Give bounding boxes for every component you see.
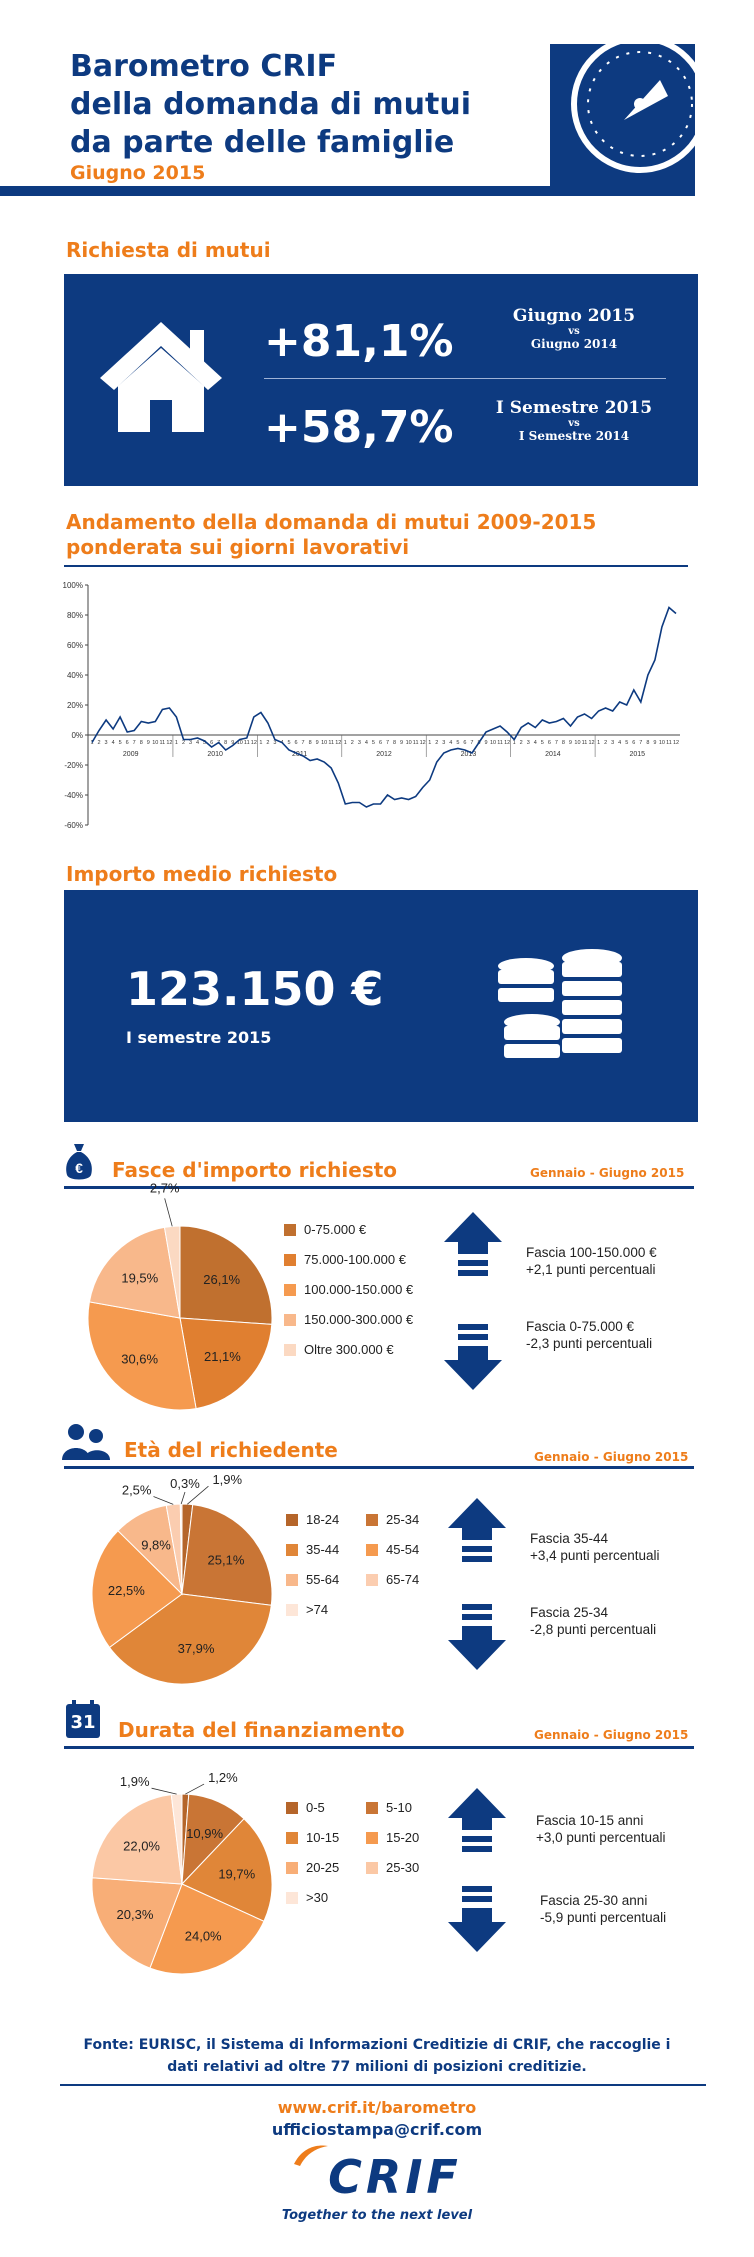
x-month-label: 4 xyxy=(533,740,537,746)
legend-label: 0-75.000 € xyxy=(304,1222,367,1237)
legend-label: 45-54 xyxy=(386,1542,420,1557)
calendar-ring-left xyxy=(72,1700,76,1708)
x-month-label: 12 xyxy=(419,740,426,746)
x-month-label: 11 xyxy=(328,740,335,746)
x-month-label: 9 xyxy=(653,740,657,746)
x-month-label: 6 xyxy=(210,740,214,746)
legend-item xyxy=(284,1312,413,1327)
label1-vs: vs xyxy=(568,326,580,337)
x-month-label: 2 xyxy=(266,740,270,746)
legend-item xyxy=(286,1800,325,1815)
legend-swatch xyxy=(286,1514,298,1526)
richiesta-divider xyxy=(264,378,666,379)
legend-item xyxy=(366,1800,412,1815)
x-year-label: 2014 xyxy=(545,751,561,758)
pie-value-label: 22,0% xyxy=(123,1838,161,1854)
pie-leader-line xyxy=(185,1784,204,1794)
durata-rule xyxy=(64,1746,694,1749)
crif-logo xyxy=(290,2142,490,2202)
x-month-label: 11 xyxy=(412,740,419,746)
pie-value-label: 26,1% xyxy=(203,1272,241,1288)
x-month-label: 7 xyxy=(470,740,474,746)
x-month-label: 4 xyxy=(111,740,115,746)
legend-label: Oltre 300.000 € xyxy=(304,1342,394,1357)
eta-down-line1: Fascia 25-34 xyxy=(530,1605,609,1620)
legend-item xyxy=(366,1512,419,1527)
legend-label: 25-34 xyxy=(386,1512,420,1527)
x-month-label: 6 xyxy=(378,740,383,746)
label2-vs: vs xyxy=(568,418,580,429)
x-month-label: 1 xyxy=(259,740,263,746)
legend-item xyxy=(286,1860,339,1875)
eta-up-line1: Fascia 35-44 xyxy=(530,1531,609,1546)
label2-main: I Semestre 2015 xyxy=(495,398,653,418)
legend-label: >30 xyxy=(306,1890,329,1905)
footer-url-link[interactable]: www.crif.it/barometro xyxy=(277,2098,477,2117)
legend-swatch xyxy=(284,1224,296,1236)
series-line xyxy=(92,608,676,808)
legend-item xyxy=(286,1830,339,1845)
andamento-title-line1: Andamento della domanda di mutui 2009-2015 xyxy=(66,510,597,534)
pie-leader-line xyxy=(153,1497,173,1505)
people-icon xyxy=(62,1422,110,1462)
legend-item xyxy=(366,1542,419,1557)
pie-value-label: 19,7% xyxy=(218,1866,256,1882)
x-month-label: 11 xyxy=(581,740,588,746)
x-month-label: 8 xyxy=(139,740,143,746)
legend-item xyxy=(286,1602,328,1617)
pie-value-label: 37,9% xyxy=(177,1641,215,1657)
x-month-label: 6 xyxy=(294,740,298,746)
x-month-label: 3 xyxy=(442,740,446,746)
eta-down-note xyxy=(530,1604,656,1638)
x-month-label: 12 xyxy=(672,740,680,746)
legend-item xyxy=(286,1512,339,1527)
y-tick-label: -20% xyxy=(64,761,83,770)
pie-value-label: 10,9% xyxy=(186,1826,224,1842)
legend-item xyxy=(366,1860,419,1875)
legend-item xyxy=(366,1572,419,1587)
x-month-label: 4 xyxy=(280,740,284,746)
legend-swatch xyxy=(284,1314,296,1326)
label2-sub: I Semestre 2014 xyxy=(518,429,630,443)
x-month-label: 12 xyxy=(166,740,173,746)
y-tick-label: 80% xyxy=(66,611,83,620)
x-month-label: 2 xyxy=(97,740,101,746)
legend-swatch xyxy=(286,1802,298,1814)
legend-label: 100.000-150.000 € xyxy=(304,1282,414,1297)
x-month-label: 8 xyxy=(646,740,650,746)
pie-value-label: 1,2% xyxy=(208,1770,238,1786)
pie-leader-line xyxy=(152,1788,177,1794)
x-month-label: 3 xyxy=(357,740,361,746)
richiesta-pct2: +58,7% xyxy=(264,402,454,453)
pie-value-label: 2,7% xyxy=(149,1180,180,1196)
arrow-up-icon xyxy=(448,1788,506,1860)
x-month-label: 4 xyxy=(364,740,368,746)
arrow-up-icon xyxy=(444,1212,502,1284)
footer-email-link[interactable]: ufficiostampa@crif.com xyxy=(271,2120,483,2139)
fasce-up-line1: Fascia 100-150.000 € xyxy=(526,1245,657,1260)
y-tick-label: 0% xyxy=(71,731,83,740)
x-month-label: 6 xyxy=(632,740,636,746)
x-month-label: 12 xyxy=(335,740,342,746)
header-subtitle: Giugno 2015 xyxy=(70,162,206,184)
arrow-down-icon xyxy=(444,1318,502,1390)
legend-swatch xyxy=(284,1284,296,1296)
pie-value-label: 21,1% xyxy=(203,1349,241,1365)
legend-swatch xyxy=(366,1514,378,1526)
x-month-label: 11 xyxy=(497,740,503,746)
andamento-title-line2: ponderata sui giorni lavorativi xyxy=(66,535,410,559)
clock-icon xyxy=(550,44,695,196)
fasce-up-line2: +2,1 punti percentuali xyxy=(526,1262,656,1277)
durata-up-line2: +3,0 punti percentuali xyxy=(536,1830,666,1845)
pie-value-label: 0,3% xyxy=(170,1476,200,1492)
x-month-label: 10 xyxy=(489,740,497,746)
legend-swatch xyxy=(366,1574,378,1586)
x-month-label: 8 xyxy=(308,740,312,746)
x-month-label: 12 xyxy=(250,740,257,746)
x-month-label: 9 xyxy=(568,740,572,746)
legend-label: 18-24 xyxy=(306,1512,340,1527)
legend-swatch xyxy=(286,1574,298,1586)
legend-item xyxy=(284,1342,394,1357)
legend-swatch xyxy=(366,1862,378,1874)
legend-swatch xyxy=(286,1604,298,1616)
x-month-label: 1 xyxy=(343,740,347,746)
richiesta-pct1: +81,1% xyxy=(264,316,454,367)
pie-value-label: 20,3% xyxy=(116,1907,154,1923)
legend-label: 35-44 xyxy=(306,1542,340,1557)
legend-swatch xyxy=(366,1832,378,1844)
legend-item xyxy=(284,1282,413,1297)
y-tick-label: 100% xyxy=(62,581,83,590)
x-month-label: 9 xyxy=(484,740,488,746)
x-month-label: 9 xyxy=(231,740,235,746)
pie-value-label: 9,8% xyxy=(141,1537,171,1553)
legend-swatch xyxy=(284,1344,296,1356)
legend-label: 25-30 xyxy=(386,1860,420,1875)
x-month-label: 2 xyxy=(435,740,439,746)
x-month-label: 5 xyxy=(287,740,291,746)
footer-source xyxy=(40,2034,714,2078)
header-clock-box xyxy=(550,44,695,196)
durata-down-line2: -5,9 punti percentuali xyxy=(540,1910,667,1925)
x-year-label: 2015 xyxy=(629,751,646,758)
fasce-down-note xyxy=(526,1318,652,1352)
legend-swatch xyxy=(366,1802,378,1814)
footer-source-line1: Fonte: EURISC, il Sistema di Informazioni Creditizie di CRIF, che raccoglie i xyxy=(83,2037,671,2053)
legend-swatch xyxy=(286,1544,298,1556)
x-month-label: 3 xyxy=(611,740,615,746)
x-month-label: 1 xyxy=(428,740,432,746)
header-title-line1: Barometro CRIF xyxy=(70,49,338,84)
legend-item xyxy=(366,1830,419,1845)
durata-title: Durata del finanziamento xyxy=(118,1718,405,1742)
x-month-label: 2 xyxy=(519,740,523,746)
house-icon xyxy=(96,316,226,436)
x-month-label: 5 xyxy=(118,740,122,746)
pie-value-label: 1,9% xyxy=(212,1472,243,1488)
x-month-label: 11 xyxy=(666,740,672,746)
durata-down-note xyxy=(540,1892,666,1926)
crif-logo-text: CRIF xyxy=(328,2150,462,2204)
eta-rule xyxy=(64,1466,694,1469)
x-month-label: 10 xyxy=(658,740,665,746)
andamento-rule xyxy=(64,565,688,567)
x-month-label: 3 xyxy=(273,740,277,746)
x-month-label: 10 xyxy=(236,740,243,746)
x-month-label: 12 xyxy=(504,740,511,746)
x-year-label: 2009 xyxy=(122,751,139,758)
x-month-label: 7 xyxy=(217,740,221,746)
durata-down-line1: Fascia 25-30 anni xyxy=(540,1893,648,1908)
x-month-label: 9 xyxy=(400,740,404,746)
eta-down-line2: -2,8 punti percentuali xyxy=(530,1622,657,1637)
richiesta-box xyxy=(64,274,698,486)
coins-icon xyxy=(494,948,634,1068)
y-tick-label: 40% xyxy=(66,671,83,680)
x-month-label: 5 xyxy=(371,740,375,746)
legend-swatch xyxy=(366,1544,378,1556)
x-year-label: 2010 xyxy=(207,751,223,758)
richiesta-title: Richiesta di mutui xyxy=(66,238,271,262)
x-month-label: 7 xyxy=(385,740,390,746)
x-month-label: 8 xyxy=(393,740,397,746)
legend-label: 150.000-300.000 € xyxy=(304,1312,414,1327)
legend-item xyxy=(286,1572,339,1587)
pie-value-label: 25,1% xyxy=(207,1552,245,1568)
x-month-label: 1 xyxy=(90,740,94,746)
calendar-ring-right xyxy=(90,1700,94,1708)
label1-main: Giugno 2015 xyxy=(512,306,636,326)
x-month-label: 9 xyxy=(315,740,319,746)
calendar-day: 31 xyxy=(70,1712,96,1733)
richiesta-label2 xyxy=(484,398,664,443)
durata-up-line1: Fascia 10-15 anni xyxy=(536,1813,644,1828)
x-month-label: 3 xyxy=(104,740,108,746)
x-month-label: 8 xyxy=(561,740,565,746)
fasce-period: Gennaio - Giugno 2015 xyxy=(530,1166,685,1180)
legend-label: >74 xyxy=(306,1602,329,1617)
x-month-label: 2 xyxy=(181,740,186,746)
legend-swatch xyxy=(286,1862,298,1874)
header-title-line3: da parte delle famiglie xyxy=(70,125,455,160)
svg-text:€: € xyxy=(75,1160,83,1176)
x-month-label: 9 xyxy=(146,740,150,746)
x-month-label: 10 xyxy=(321,740,328,746)
legend-item xyxy=(284,1222,366,1237)
y-tick-label: 20% xyxy=(66,701,83,710)
richiesta-label1 xyxy=(484,306,664,351)
fasce-down-line2: -2,3 punti percentuali xyxy=(526,1336,653,1351)
eta-up-line2: +3,4 punti percentuali xyxy=(530,1548,660,1563)
x-month-label: 7 xyxy=(639,740,643,746)
x-month-label: 6 xyxy=(125,740,129,746)
x-month-label: 2 xyxy=(350,740,354,746)
legend-label: 20-25 xyxy=(306,1860,340,1875)
x-month-label: 1 xyxy=(512,740,516,746)
legend-label: 15-20 xyxy=(386,1830,420,1845)
eta-title: Età del richiedente xyxy=(124,1438,338,1462)
x-month-label: 7 xyxy=(554,740,558,746)
pie-value-label: 1,9% xyxy=(119,1774,150,1790)
x-month-label: 11 xyxy=(243,740,250,746)
fasce-down-line1: Fascia 0-75.000 € xyxy=(526,1319,635,1334)
x-month-label: 4 xyxy=(196,740,200,746)
pie-value-label: 19,5% xyxy=(121,1270,159,1286)
x-month-label: 5 xyxy=(625,740,629,746)
x-month-label: 4 xyxy=(449,740,453,746)
importo-value: 123.150 € xyxy=(126,962,384,1016)
fasce-up-note xyxy=(526,1244,657,1278)
x-month-label: 5 xyxy=(456,740,460,746)
legend-label: 5-10 xyxy=(386,1800,413,1815)
legend-label: 65-74 xyxy=(386,1572,420,1587)
pie-fasce xyxy=(70,1180,290,1410)
pie-value-label: 2,5% xyxy=(121,1482,152,1498)
pie-durata xyxy=(70,1754,290,1986)
x-month-label: 7 xyxy=(301,740,305,746)
legend-item xyxy=(286,1542,339,1557)
pie-eta xyxy=(70,1474,290,1684)
pie-value-label: 24,0% xyxy=(184,1928,222,1944)
x-month-label: 5 xyxy=(540,740,544,746)
legend-swatch xyxy=(286,1832,298,1844)
legend-label: 10-15 xyxy=(306,1830,340,1845)
footer-rule xyxy=(60,2084,706,2086)
x-month-label: 1 xyxy=(174,740,178,746)
x-year-label: 2013 xyxy=(460,751,477,758)
fasce-title: Fasce d'importo richiesto xyxy=(112,1158,398,1182)
x-month-label: 7 xyxy=(132,740,136,746)
calendar-icon xyxy=(66,1704,100,1738)
x-month-label: 10 xyxy=(152,740,159,746)
x-month-label: 3 xyxy=(526,740,530,746)
pie-leader-line xyxy=(165,1198,173,1226)
x-month-label: 4 xyxy=(618,740,622,746)
footer-source-line2: dati relativi ad oltre 77 milioni di posizioni creditizie. xyxy=(167,2059,587,2075)
crif-tagline: Together to the next level xyxy=(281,2208,473,2223)
line-chart xyxy=(40,575,700,845)
importo-label: I semestre 2015 xyxy=(126,1028,272,1047)
x-month-label: 8 xyxy=(224,740,228,746)
arrow-down-icon xyxy=(448,1598,506,1670)
importo-box xyxy=(64,890,698,1122)
arrow-up-icon xyxy=(448,1498,506,1570)
durata-period: Gennaio - Giugno 2015 xyxy=(534,1728,689,1742)
legend-swatch xyxy=(284,1254,296,1266)
legend-item xyxy=(284,1252,406,1267)
x-month-label: 10 xyxy=(405,740,412,746)
x-month-label: 11 xyxy=(159,740,166,746)
x-month-label: 6 xyxy=(463,740,467,746)
eta-period: Gennaio - Giugno 2015 xyxy=(534,1450,689,1464)
pie-value-label: 22,5% xyxy=(107,1582,145,1598)
header-title-line2: della domanda di mutui xyxy=(70,87,471,122)
y-tick-label: -40% xyxy=(64,791,83,800)
money-bag-icon xyxy=(64,1142,94,1182)
durata-up-note xyxy=(536,1812,665,1846)
x-year-label: 2012 xyxy=(376,751,392,758)
legend-label: 75.000-100.000 € xyxy=(304,1252,406,1267)
pie-value-label: 30,6% xyxy=(121,1351,159,1367)
y-tick-label: -60% xyxy=(64,821,83,830)
x-month-label: 12 xyxy=(588,740,595,746)
legend-label: 0-5 xyxy=(306,1800,325,1815)
legend-item xyxy=(286,1890,328,1905)
x-month-label: 3 xyxy=(188,740,193,746)
x-month-label: 5 xyxy=(203,740,207,746)
x-month-label: 8 xyxy=(477,740,481,746)
pie-leader-line xyxy=(181,1492,185,1504)
x-month-label: 2 xyxy=(604,740,608,746)
y-tick-label: 60% xyxy=(66,641,83,650)
legend-label: 55-64 xyxy=(306,1572,340,1587)
legend-swatch xyxy=(286,1892,298,1904)
arrow-down-icon xyxy=(448,1880,506,1952)
x-month-label: 1 xyxy=(597,740,601,746)
x-year-label: 2011 xyxy=(292,751,308,758)
label1-sub: Giugno 2014 xyxy=(530,337,618,351)
x-month-label: 6 xyxy=(547,740,551,746)
x-month-label: 10 xyxy=(574,740,581,746)
eta-up-note xyxy=(530,1530,659,1564)
importo-title: Importo medio richiesto xyxy=(66,862,338,886)
